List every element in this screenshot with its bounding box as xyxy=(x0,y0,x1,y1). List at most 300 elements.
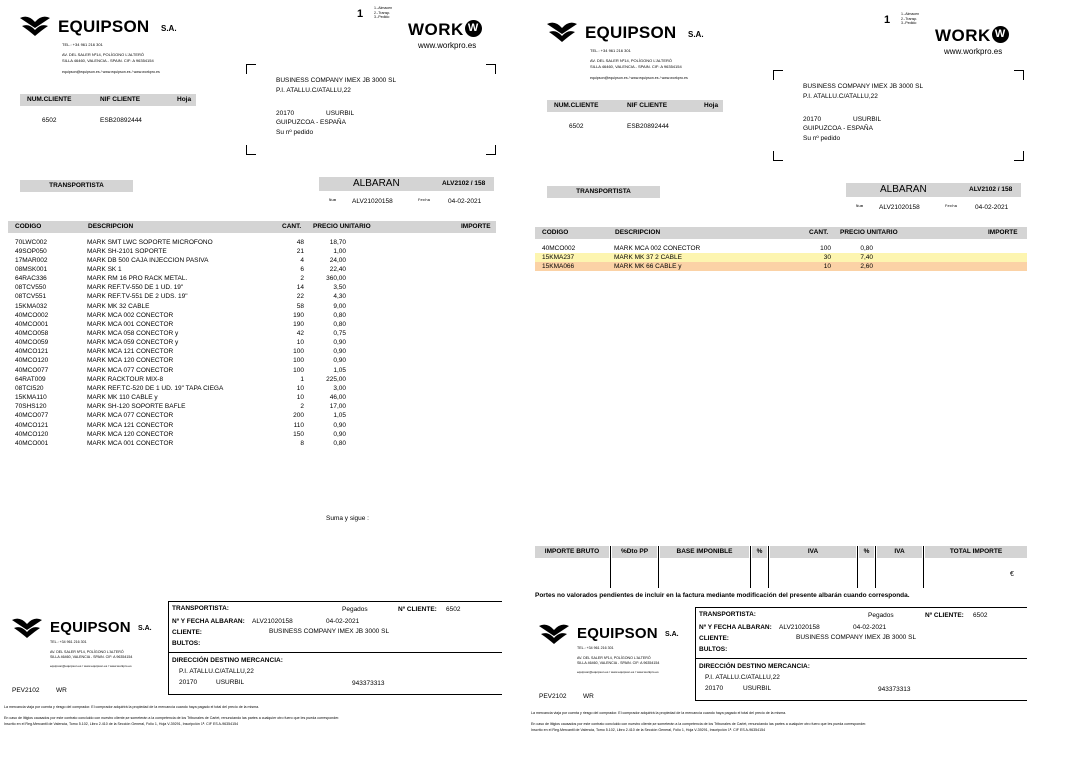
row-codigo: 40MCO001 xyxy=(15,320,49,328)
company-address1: AV. DEL SALER Nº14, POLÍGONO L'ALTERÓ xyxy=(590,58,673,63)
row-descripcion: MARK MCA 059 CONECTOR y xyxy=(87,339,179,347)
address-corner xyxy=(773,70,783,80)
albaran-date: 04-02-2021 xyxy=(448,198,482,205)
row-codigo: 40MCO077 xyxy=(15,412,49,420)
totals-base-imponible: BASE IMPONIBLE xyxy=(660,546,749,558)
col-importe: IMPORTE xyxy=(988,229,1018,236)
col-precio: PRECIO UNITARIO xyxy=(313,223,371,230)
row-codigo: 70SHS120 xyxy=(15,403,47,411)
row-precio: 2,60 xyxy=(860,262,873,270)
footer-ref2: WR xyxy=(56,687,67,694)
row-descripcion: MARK MCA 002 CONECTOR xyxy=(87,311,174,319)
row-codigo: 40MCO120 xyxy=(15,430,49,438)
customer-city: USURBIL xyxy=(853,116,882,123)
totals-note: Portes no valorados pendientes de incluir en la factura mediante modificación del presente albarán cuando corresponda. xyxy=(535,592,910,599)
table-row xyxy=(8,256,496,265)
col-importe: IMPORTE xyxy=(461,223,491,230)
table-row xyxy=(8,384,496,393)
footer-dest-city: USURBIL xyxy=(743,685,772,692)
customer-header xyxy=(547,100,723,112)
customer-header-nif: NIF CLIENTE xyxy=(627,102,668,109)
row-precio: 0,90 xyxy=(333,357,346,365)
totals-divider xyxy=(875,546,876,588)
row-precio: 22,40 xyxy=(329,265,346,273)
row-codigo: 08TCV550 xyxy=(15,284,47,292)
table-row xyxy=(8,356,496,365)
workpro-w-icon: W xyxy=(992,26,1009,43)
table-row xyxy=(8,247,496,256)
row-precio: 0,90 xyxy=(333,348,346,356)
table-row xyxy=(8,329,496,338)
col-codigo: CODIGO xyxy=(15,223,42,230)
row-precio: 3,50 xyxy=(333,284,346,292)
footer-client-no: 6502 xyxy=(446,606,461,613)
footer-dest-street: P.I. ATALLU.C/ATALLU,22 xyxy=(179,668,254,675)
col-codigo: CODIGO xyxy=(542,229,569,236)
footer-rule xyxy=(168,601,502,602)
totals-currency: € xyxy=(1010,571,1014,578)
col-descripcion: DESCRIPCION xyxy=(88,223,134,230)
workpro-w-icon: W xyxy=(465,20,482,37)
footer-rule xyxy=(695,700,1027,701)
col-cant: CANT. xyxy=(282,223,302,230)
row-precio: 0,90 xyxy=(333,430,346,438)
row-descripcion: MARK DB 500 CAJA INJECCION PASIVA xyxy=(87,256,209,264)
row-cant: 100 xyxy=(293,357,304,365)
table-row xyxy=(8,347,496,356)
row-descripcion: MARK MCA 077 CONECTOR xyxy=(87,412,174,420)
copy-legend-line: 3.-Pedido xyxy=(901,21,917,26)
workpro-brand: WORK xyxy=(408,20,464,39)
row-cant: 21 xyxy=(296,247,304,255)
row-descripcion: MARK MK 110 CABLE y xyxy=(87,394,158,402)
footer-transport-value: Pegados xyxy=(342,606,368,613)
albaran-code: ALV2102 / 158 xyxy=(969,186,1013,193)
row-precio: 1,00 xyxy=(333,247,346,255)
customer-order-ref: Su nº pedido xyxy=(276,129,314,136)
row-cant: 22 xyxy=(296,293,304,301)
company-address1: AV. DEL SALER Nº14, POLÍGONO L'ALTERÓ xyxy=(577,656,651,660)
table-row xyxy=(8,421,496,430)
row-cant: 58 xyxy=(296,302,304,310)
totals-divider xyxy=(857,546,858,588)
row-codigo: 64RAC336 xyxy=(15,275,47,283)
row-cant: 200 xyxy=(293,412,304,420)
row-precio: 0,80 xyxy=(860,244,873,252)
footer-rule xyxy=(695,658,1027,659)
row-descripcion: MARK SMT LWC SOPORTE MICROFONO xyxy=(87,238,213,246)
footer-rule xyxy=(695,607,1027,608)
footer-client-no: 6502 xyxy=(973,612,988,619)
col-cant: CANT. xyxy=(809,229,829,236)
row-codigo: 49SOP050 xyxy=(15,247,47,255)
company-name: EQUIPSON xyxy=(585,23,677,42)
copy-legend xyxy=(374,6,392,20)
footer-transport-label: TRANSPORTISTA: xyxy=(172,605,229,612)
row-precio: 0,75 xyxy=(333,330,346,337)
company-web-small: equipson@equipson.es / www.equipson.es / www.workpro.es xyxy=(577,670,659,674)
equipson-logo-footer xyxy=(537,620,687,648)
footer-albaran-num: ALV21020158 xyxy=(252,618,293,625)
table-row xyxy=(8,302,496,311)
totals-divider xyxy=(923,546,924,588)
num-label: Num xyxy=(329,199,337,203)
albaran-num: ALV21020158 xyxy=(879,204,920,211)
table-row xyxy=(535,262,1027,271)
copy-legend xyxy=(901,12,919,26)
row-cant: 100 xyxy=(293,366,304,374)
footer-albaran-label: Nº Y FECHA ALBARAN: xyxy=(172,618,245,625)
copy-legend-line: 1.-Almacen xyxy=(374,6,393,10)
row-cant: 150 xyxy=(293,430,304,438)
items-table-header xyxy=(8,221,496,233)
totals-iva1: IVA xyxy=(770,546,856,558)
equipson-logo xyxy=(18,12,178,40)
items-table-header xyxy=(535,227,1027,239)
address-corner xyxy=(486,145,496,155)
albaran-title: ALBARAN xyxy=(880,184,927,195)
footer-legal1: La mercancia viaja por cuenta y riesgo del comprador. El comprador adquirirá la propiedad de la mercancía cuando haya pagado el total del precio de la misma. xyxy=(4,705,260,709)
row-codigo: 15KMA237 xyxy=(542,253,575,261)
customer-nif: ESB20892444 xyxy=(100,117,142,124)
footer-albaran-date: 04-02-2021 xyxy=(326,618,360,625)
row-descripcion: MARK REF.TV-550 DE 1 UD. 19" xyxy=(87,284,184,292)
table-row xyxy=(8,430,496,439)
footer-client-name: BUSINESS COMPANY IMEX JB 3000 SL xyxy=(796,634,917,641)
row-cant: 10 xyxy=(296,394,304,402)
customer-header-num: NUM.CLIENTE xyxy=(27,96,72,103)
row-descripcion: MARK MCA 002 CONECTOR xyxy=(614,244,701,252)
row-precio: 18,70 xyxy=(329,238,346,246)
company-address2: SILLA 46460, VALENCIA - SPAIN. CIF: A 96354154 xyxy=(577,661,660,665)
workpro-logo xyxy=(408,20,482,40)
table-row xyxy=(535,244,1027,253)
row-cant: 190 xyxy=(293,320,304,328)
address-corner xyxy=(246,145,256,155)
company-suffix: S.A. xyxy=(688,30,704,39)
row-codigo: 40MCO001 xyxy=(15,439,49,447)
table-row xyxy=(535,253,1027,262)
company-suffix: S.A. xyxy=(161,24,177,33)
row-cant: 30 xyxy=(823,253,831,261)
workpro-web: www.workpro.es xyxy=(418,41,477,50)
customer-street: P.I. ATALLU.C/ATALLU,22 xyxy=(803,93,878,100)
row-codigo: 40MCO002 xyxy=(542,244,576,252)
equipson-logo-icon xyxy=(18,14,52,40)
table-row xyxy=(8,393,496,402)
row-descripcion: MARK SK 1 xyxy=(87,265,122,273)
row-descripcion: MARK MCA 121 CONECTOR xyxy=(87,421,174,429)
row-precio: 0,90 xyxy=(333,421,346,429)
equipson-logo-icon xyxy=(545,20,579,46)
customer-header xyxy=(20,94,196,106)
footer-albaran-num: ALV21020158 xyxy=(779,624,820,631)
row-precio: 0,90 xyxy=(333,339,346,347)
customer-nif: ESB20892444 xyxy=(627,123,669,130)
col-descripcion: DESCRIPCION xyxy=(615,229,661,236)
row-codigo: 40MCO121 xyxy=(15,348,49,356)
row-precio: 0,80 xyxy=(333,320,346,328)
row-codigo: 15KMA110 xyxy=(15,394,47,402)
albaran-date: 04-02-2021 xyxy=(975,204,1009,211)
footer-dest-zip: 20170 xyxy=(705,685,724,692)
row-descripcion: MARK RM 16 PRO RACK METAL. xyxy=(87,275,188,283)
col-precio: PRECIO UNITARIO xyxy=(840,229,898,236)
footer-rule xyxy=(168,694,502,695)
customer-num: 6502 xyxy=(42,117,57,124)
row-descripcion: MARK REF.TC-520 DE 1 UD. 19" TAPA CIEGA xyxy=(87,384,224,392)
table-row xyxy=(8,402,496,411)
equipson-logo xyxy=(545,18,705,46)
footer-client-name: BUSINESS COMPANY IMEX JB 3000 SL xyxy=(269,628,390,635)
workpro-web: www.workpro.es xyxy=(944,47,1003,56)
footer-rule xyxy=(168,601,169,694)
copy-number: 1 xyxy=(884,14,891,26)
totals-divider xyxy=(768,546,769,588)
row-descripcion: MARK RACKTOUR MIX-8 xyxy=(87,375,164,383)
copy-legend-line: 2.-Transp. xyxy=(374,10,391,15)
company-address1: AV. DEL SALER Nº14, POLÍGONO L'ALTERÓ xyxy=(50,650,124,654)
row-descripcion: MARK MCA 001 CONECTOR xyxy=(87,439,174,447)
customer-street: P.I. ATALLU.C/ATALLU,22 xyxy=(276,87,351,94)
company-web-small: equipson@equipson.es / www.equipson.es / www.workpro.es xyxy=(62,70,160,74)
footer-dest-city: USURBIL xyxy=(216,679,245,686)
footer-dest-phone: 943373313 xyxy=(352,680,385,687)
row-codigo: 40MCO120 xyxy=(15,357,49,365)
copy-number: 1 xyxy=(357,8,364,20)
footer-legal2: En caso de litigios causados por este contrato concluido con nuestro cliente,se someterán a la competencia de los Tribunales de Carlet, renunciando las partes a cualquier otro fuero que les pueda corresponder. xyxy=(531,722,867,726)
row-descripcion: MARK MK 37 2 CABLE xyxy=(614,253,682,261)
albaran-num: ALV21020158 xyxy=(352,198,393,205)
totals-divider xyxy=(750,546,751,588)
row-codigo: 40MCO002 xyxy=(15,311,49,319)
company-name: EQUIPSON xyxy=(577,625,658,642)
row-cant: 10 xyxy=(296,384,304,392)
equipson-logo-icon xyxy=(10,616,44,642)
row-codigo: 17MAR002 xyxy=(15,256,48,264)
albaran-title: ALBARAN xyxy=(353,178,400,189)
transport-label: TRANSPORTISTA xyxy=(547,186,660,198)
row-codigo: 40MCO058 xyxy=(15,330,49,337)
row-cant: 2 xyxy=(300,403,304,411)
row-precio: 225,00 xyxy=(326,375,346,383)
table-row xyxy=(8,439,496,448)
row-codigo: 15KMA032 xyxy=(15,302,48,310)
company-web-small: equipson@equipson.es / www.equipson.es / www.workpro.es xyxy=(50,664,132,668)
row-cant: 100 xyxy=(820,244,831,252)
row-precio: 3,00 xyxy=(333,384,346,392)
row-descripcion: MARK SH-120 SOPORTE BAFLE xyxy=(87,403,186,411)
row-precio: 9,00 xyxy=(333,302,346,310)
row-precio: 0,80 xyxy=(333,311,346,319)
equipson-logo-footer xyxy=(10,614,160,642)
row-precio: 4,30 xyxy=(333,293,346,301)
company-name: EQUIPSON xyxy=(58,17,150,36)
row-descripcion: MARK MK 32 CABLE xyxy=(87,302,150,310)
footer-dest-zip: 20170 xyxy=(179,679,198,686)
row-descripcion: MARK MK 66 CABLE y xyxy=(614,262,682,270)
company-address2: SILLA 46460, VALENCIA - SPAIN. CIF: A 96354154 xyxy=(50,655,133,659)
footer-client-label: CLIENTE: xyxy=(172,629,202,636)
row-cant: 100 xyxy=(293,348,304,356)
albaran-header xyxy=(846,183,1021,197)
totals-importe-bruto: IMPORTE BRUTO xyxy=(535,546,609,558)
row-descripcion: MARK MCA 120 CONECTOR xyxy=(87,357,174,365)
customer-header-hoja: Hoja xyxy=(704,102,719,109)
customer-zip: 20170 xyxy=(276,110,295,117)
footer-albaran-date: 04-02-2021 xyxy=(853,624,887,631)
footer-dest-label: DIRECCIÓN DESTINO MERCANCIA: xyxy=(699,663,810,670)
table-row xyxy=(8,238,496,247)
customer-zip: 20170 xyxy=(803,116,822,123)
row-codigo: 15KMA066 xyxy=(542,262,575,270)
footer-dest-label: DIRECCIÓN DESTINO MERCANCIA: xyxy=(172,657,283,664)
totals-divider xyxy=(658,546,659,588)
row-cant: 8 xyxy=(300,439,304,447)
row-cant: 48 xyxy=(296,238,304,246)
address-corner xyxy=(773,151,783,161)
footer-ref1: PEV2102 xyxy=(539,693,567,700)
footer-dest-street: P.I. ATALLU.C/ATALLU,22 xyxy=(705,674,780,681)
copy-legend-line: 1.-Almacen xyxy=(901,12,920,16)
row-cant: 14 xyxy=(296,284,304,292)
row-descripcion: MARK MCA 058 CONECTOR y xyxy=(87,330,179,337)
row-precio: 0,80 xyxy=(333,439,346,447)
footer-rule xyxy=(695,607,696,700)
row-cant: 6 xyxy=(300,265,304,273)
customer-header-num: NUM.CLIENTE xyxy=(554,102,599,109)
customer-header-hoja: Hoja xyxy=(177,96,192,103)
totals-divider xyxy=(610,546,611,588)
table-row xyxy=(8,366,496,375)
row-cant: 4 xyxy=(300,256,304,264)
row-codigo: 40MCO077 xyxy=(15,366,49,374)
footer-bultos-label: BULTOS: xyxy=(699,646,728,653)
row-codigo: 08TCV551 xyxy=(15,293,47,301)
num-label: Num xyxy=(856,205,864,209)
row-precio: 1,05 xyxy=(333,412,346,420)
customer-region: GUIPUZCOA - ESPAÑA xyxy=(803,125,873,132)
footer-legal3: Inscrito en el Reg.Mercantil de Valencia, Tomo 5.102, Libro 2.410 de la Sección General, Folio 1, Hoja V-39291, Inscripción 1ª. CIF ES A-96354154 xyxy=(531,728,766,732)
table-row xyxy=(8,338,496,347)
totals-pct1: % xyxy=(752,546,767,558)
footer-client-no-label: Nº CLIENTE: xyxy=(925,612,964,619)
footer-albaran-label: Nº Y FECHA ALBARAN: xyxy=(699,624,772,631)
row-precio: 46,00 xyxy=(329,394,346,402)
company-address2: SILLA 46460, VALENCIA - SPAIN. CIF: A 96354154 xyxy=(590,64,682,69)
row-codigo: 70LWC002 xyxy=(15,238,48,246)
row-descripcion: MARK SH-2101 SOPORTE xyxy=(87,247,167,255)
table-row xyxy=(8,274,496,283)
date-label: Fecha xyxy=(418,199,431,203)
customer-city: USURBIL xyxy=(326,110,355,117)
albaran-header xyxy=(319,177,494,191)
row-precio: 17,00 xyxy=(329,403,346,411)
customer-order-ref: Su nº pedido xyxy=(803,135,841,142)
address-corner xyxy=(246,64,256,74)
footer-ref1: PEV2102 xyxy=(12,687,40,694)
totals-dto-pp: %Dto PP xyxy=(612,546,657,558)
footer-transport-value: Pegados xyxy=(868,612,894,619)
row-descripcion: MARK MCA 001 CONECTOR xyxy=(87,320,174,328)
table-row xyxy=(8,320,496,329)
row-descripcion: MARK MCA 077 CONECTOR xyxy=(87,366,174,374)
footer-rule xyxy=(168,652,502,653)
transport-label: TRANSPORTISTA xyxy=(20,180,133,192)
company-tel: TEL.: +34 961 216 301 xyxy=(62,42,103,47)
footer-client-label: CLIENTE: xyxy=(699,635,729,642)
company-tel: TEL.: +34 961 216 301 xyxy=(590,48,631,53)
address-corner xyxy=(486,64,496,74)
customer-name: BUSINESS COMPANY IMEX JB 3000 SL xyxy=(803,83,924,90)
table-row xyxy=(8,311,496,320)
row-cant: 2 xyxy=(300,275,304,283)
totals-iva2: IVA xyxy=(877,546,922,558)
row-descripcion: MARK MCA 121 CONECTOR xyxy=(87,348,174,356)
customer-region: GUIPUZCOA - ESPAÑA xyxy=(276,119,346,126)
totals-total-importe: TOTAL IMPORTE xyxy=(925,546,1027,558)
company-suffix: S.A. xyxy=(665,631,679,638)
row-cant: 190 xyxy=(293,311,304,319)
copy-legend-line: 3.-Pedido xyxy=(374,15,390,20)
suma-y-sigue: Suma y sigue : xyxy=(326,515,369,522)
row-precio: 24,00 xyxy=(329,256,346,264)
equipson-logo-icon xyxy=(537,622,571,648)
company-tel: TEL.: +34 961 216 301 xyxy=(50,640,87,644)
row-descripcion: MARK MCA 120 CONECTOR xyxy=(87,430,174,438)
footer-bultos-label: BULTOS: xyxy=(172,640,201,647)
row-precio: 7,40 xyxy=(860,253,873,261)
row-codigo: 08MSK001 xyxy=(15,265,48,273)
address-corner xyxy=(1014,70,1024,80)
footer-legal3: Inscrito en el Reg.Mercantil de Valencia, Tomo 5.102, Libro 2.410 de la Sección General, Folio 1, Hoja V-39291, Inscripción 1ª. CIF ES A-96354154 xyxy=(4,722,239,726)
company-address1: AV. DEL SALER Nº14, POLÍGONO L'ALTERÓ xyxy=(62,52,145,57)
row-codigo: 40MCO059 xyxy=(15,339,49,347)
customer-header-nif: NIF CLIENTE xyxy=(100,96,141,103)
footer-legal2: En caso de litigios causados por este contrato concluido con nuestro cliente,se someterán a la competencia de los Tribunales de Carlet, renunciando las partes a cualquier otro fuero que les pueda corresponder. xyxy=(4,716,340,720)
date-label: Fecha xyxy=(945,205,958,209)
row-cant: 10 xyxy=(296,339,304,347)
company-tel: TEL.: +34 961 216 301 xyxy=(577,646,614,650)
row-cant: 10 xyxy=(823,262,831,270)
row-precio: 360,00 xyxy=(326,275,346,283)
workpro-brand: WORK xyxy=(935,26,991,45)
copy-legend-line: 2.-Transp. xyxy=(901,16,918,21)
table-row xyxy=(8,411,496,420)
table-row xyxy=(8,265,496,274)
footer-transport-label: TRANSPORTISTA: xyxy=(699,611,756,618)
albaran-page-2 xyxy=(531,0,1082,769)
row-descripcion: MARK REF.TV-551 DE 2 UDS. 19" xyxy=(87,293,188,301)
footer-client-no-label: Nº CLIENTE: xyxy=(398,606,437,613)
table-row xyxy=(8,292,496,301)
row-codigo: 40MCO121 xyxy=(15,421,49,429)
row-cant: 1 xyxy=(300,375,304,383)
row-codigo: 08TCI520 xyxy=(15,384,44,392)
row-codigo: 64RAT009 xyxy=(15,375,46,383)
address-corner xyxy=(1014,151,1024,161)
company-address2: SILLA 46460, VALENCIA - SPAIN. CIF: A 96354154 xyxy=(62,58,154,63)
company-web-small: equipson@equipson.es / www.equipson.es / www.workpro.es xyxy=(590,76,688,80)
row-cant: 110 xyxy=(293,421,304,429)
table-row xyxy=(8,375,496,384)
customer-num: 6502 xyxy=(569,123,584,130)
company-name: EQUIPSON xyxy=(50,619,131,636)
albaran-code: ALV2102 / 158 xyxy=(442,180,486,187)
totals-pct2: % xyxy=(859,546,874,558)
row-cant: 42 xyxy=(296,330,304,337)
workpro-logo xyxy=(935,26,1009,46)
